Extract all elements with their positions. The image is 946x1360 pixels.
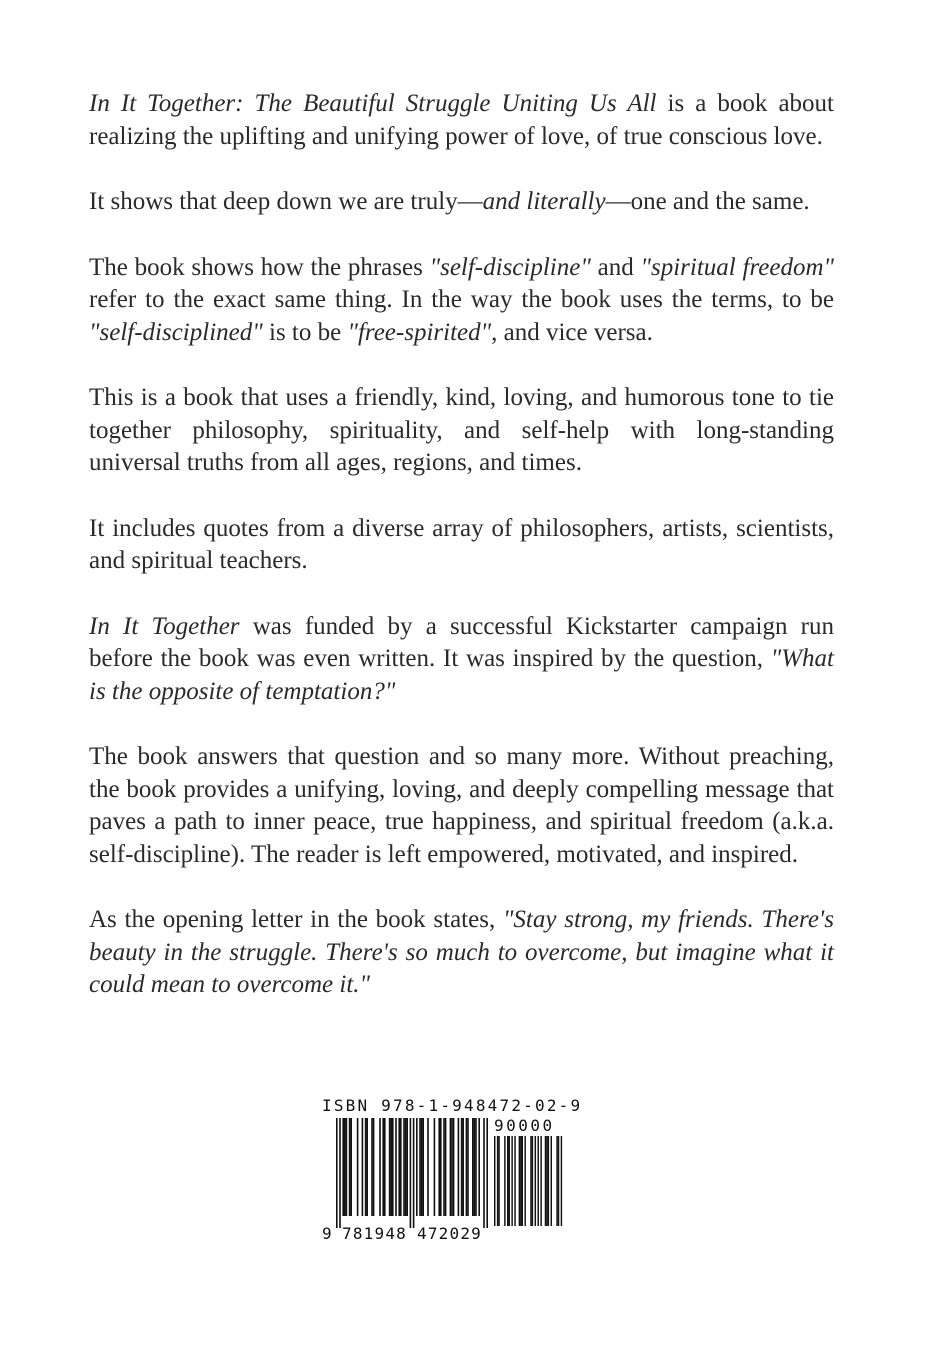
barcode-bar	[466, 1118, 468, 1216]
barcode-bar	[461, 1118, 463, 1216]
barcode-bar	[422, 1118, 424, 1216]
text-run: is to be	[262, 318, 348, 346]
italic-run: "free-spirited"	[347, 318, 492, 346]
barcode-bar	[400, 1118, 402, 1216]
barcode-bar	[350, 1118, 352, 1216]
italic-run: In It Together: The Beautiful Struggle Uniting Us All	[89, 90, 657, 117]
addon-bar	[498, 1136, 499, 1226]
barcode-bar	[443, 1118, 445, 1216]
barcode-bar	[440, 1118, 442, 1216]
addon-bars	[494, 1136, 574, 1228]
addon-bar	[509, 1136, 510, 1226]
addon-bar	[520, 1136, 521, 1226]
barcode-bar	[445, 1118, 447, 1216]
addon-bar	[551, 1136, 552, 1226]
addon-bar	[561, 1136, 562, 1226]
barcode-bar	[478, 1118, 480, 1216]
ean-right-digits: 472029	[417, 1224, 482, 1243]
text-run: As the opening letter in the book states,	[89, 906, 503, 933]
addon-bar	[494, 1136, 495, 1226]
barcode-bar	[486, 1118, 488, 1228]
isbn-label: ISBN 978-1-948472-02-9	[322, 1096, 583, 1115]
barcode-bar	[366, 1118, 368, 1216]
italic-run: "What is the opposite of temptation?"	[89, 645, 834, 705]
barcode-bar	[336, 1118, 338, 1228]
addon-bar	[507, 1136, 508, 1226]
barcode-bar	[373, 1118, 375, 1216]
italic-run: "spiritual freedom"	[640, 253, 835, 281]
barcode-bar	[451, 1118, 453, 1216]
barcode-bar	[395, 1118, 397, 1216]
addon-bar	[511, 1136, 512, 1226]
addon-bar	[545, 1136, 546, 1226]
barcode-bar	[427, 1118, 429, 1216]
text-run: and	[590, 253, 641, 281]
barcode-bar	[344, 1118, 346, 1216]
barcode-bar	[472, 1118, 474, 1216]
barcode-bar	[474, 1118, 476, 1216]
isbn-barcode	[322, 1096, 583, 1246]
barcode-bar	[410, 1118, 412, 1228]
barcode-bar	[483, 1118, 485, 1228]
barcode-bar	[365, 1118, 367, 1216]
paragraph	[89, 904, 834, 1002]
text-run: This is a book that uses a friendly, kind, loving, and humorous tone to tie together philosophy, spirituality, and self-help with long-standing universal truths from all ages, regions, and times.	[89, 384, 834, 476]
addon-bar	[519, 1136, 520, 1226]
text-run: It shows that deep down we are truly—	[89, 188, 483, 215]
addon-bar	[532, 1136, 533, 1226]
barcode-bar	[458, 1118, 460, 1216]
italic-run: and literally	[482, 188, 606, 215]
paragraph	[89, 513, 834, 578]
paragraph	[89, 186, 834, 219]
barcode-bar	[390, 1118, 392, 1216]
text-run: refer to the exact same thing. In the way the book uses the terms, to be	[89, 286, 834, 313]
paragraph	[89, 382, 834, 480]
paragraph	[89, 88, 834, 153]
back-cover-text	[89, 88, 834, 1002]
barcode-bar	[379, 1118, 381, 1216]
barcode-bar	[346, 1118, 348, 1216]
barcode-bar	[389, 1118, 391, 1216]
italic-run: In It Together	[89, 612, 240, 640]
barcode-bar	[419, 1118, 421, 1216]
barcode-bar	[384, 1118, 386, 1216]
addon-bar	[497, 1136, 498, 1226]
italic-run: "self-discipline"	[429, 253, 591, 281]
text-run: —one and the same.	[605, 188, 810, 215]
addon-bar	[546, 1136, 547, 1226]
addon-bar	[524, 1136, 525, 1226]
barcode-bar	[342, 1118, 344, 1216]
barcode-bar	[450, 1118, 452, 1216]
italic-run: "self-disciplined"	[89, 318, 263, 346]
barcode-bar	[413, 1118, 415, 1228]
barcode-bar	[416, 1118, 418, 1216]
addon-bar	[514, 1136, 515, 1226]
text-run: was funded by a successful Kickstarter campaign run before the book was even written. It was inspired by the question,	[89, 612, 834, 672]
barcode-bar	[421, 1118, 423, 1216]
barcode-bar	[392, 1118, 394, 1216]
text-run: The book shows how the phrases	[89, 253, 430, 281]
barcode-bar	[462, 1118, 464, 1216]
addon-bar	[548, 1136, 549, 1226]
barcode-bar	[403, 1118, 405, 1216]
addon-bar	[522, 1136, 523, 1226]
barcode-bar	[434, 1118, 436, 1216]
barcode-bar	[349, 1118, 351, 1216]
addon-bar	[530, 1136, 531, 1226]
addon-price-digits: 90000	[494, 1116, 555, 1135]
text-run: The book answers that question and so many more. Without preaching, the book provides a unifying, loving, and deeply compelling message that paves a path to inner peace, true happiness, and spiritual freedom (a.k.a. self-discipline). The reader is left empowered, motivated, and inspired.	[89, 743, 834, 868]
ean-left-digits: 781948	[342, 1224, 407, 1243]
text-run: , and vice versa.	[491, 318, 653, 346]
ean13-bars	[336, 1118, 496, 1230]
barcode-bar	[405, 1118, 407, 1216]
text-run: is a book about realizing the uplifting and unifying power of love, of true conscious love.	[89, 90, 834, 150]
barcode-bar	[475, 1118, 477, 1216]
addon-bar	[504, 1136, 505, 1226]
text-run: It includes quotes from a diverse array of philosophers, artists, scientists, and spiritual teachers.	[89, 514, 834, 574]
italic-run: "Stay strong, my friends. There's beauty in the struggle. There's so much to overcome, but imagine what it could mean to overcome it."	[89, 906, 834, 998]
addon-bar	[540, 1136, 541, 1226]
barcode-bar	[382, 1118, 384, 1216]
ean-first-digit: 9	[322, 1224, 332, 1243]
barcode-bar	[339, 1118, 341, 1228]
barcode-bar	[357, 1118, 359, 1216]
barcode-bar	[362, 1118, 364, 1216]
addon-bar	[556, 1136, 557, 1226]
barcode-bar	[398, 1118, 400, 1216]
paragraph	[89, 252, 834, 350]
paragraph	[89, 741, 834, 871]
barcode-bar	[453, 1118, 455, 1216]
barcode-bar	[406, 1118, 408, 1216]
ean13-digits	[322, 1224, 482, 1243]
addon-bar	[558, 1136, 559, 1226]
addon-bar	[535, 1136, 536, 1226]
addon-bar	[538, 1136, 539, 1226]
barcode-bar	[438, 1118, 440, 1216]
paragraph	[89, 611, 834, 709]
barcode-bar	[371, 1118, 373, 1216]
barcode-bar	[467, 1118, 469, 1216]
